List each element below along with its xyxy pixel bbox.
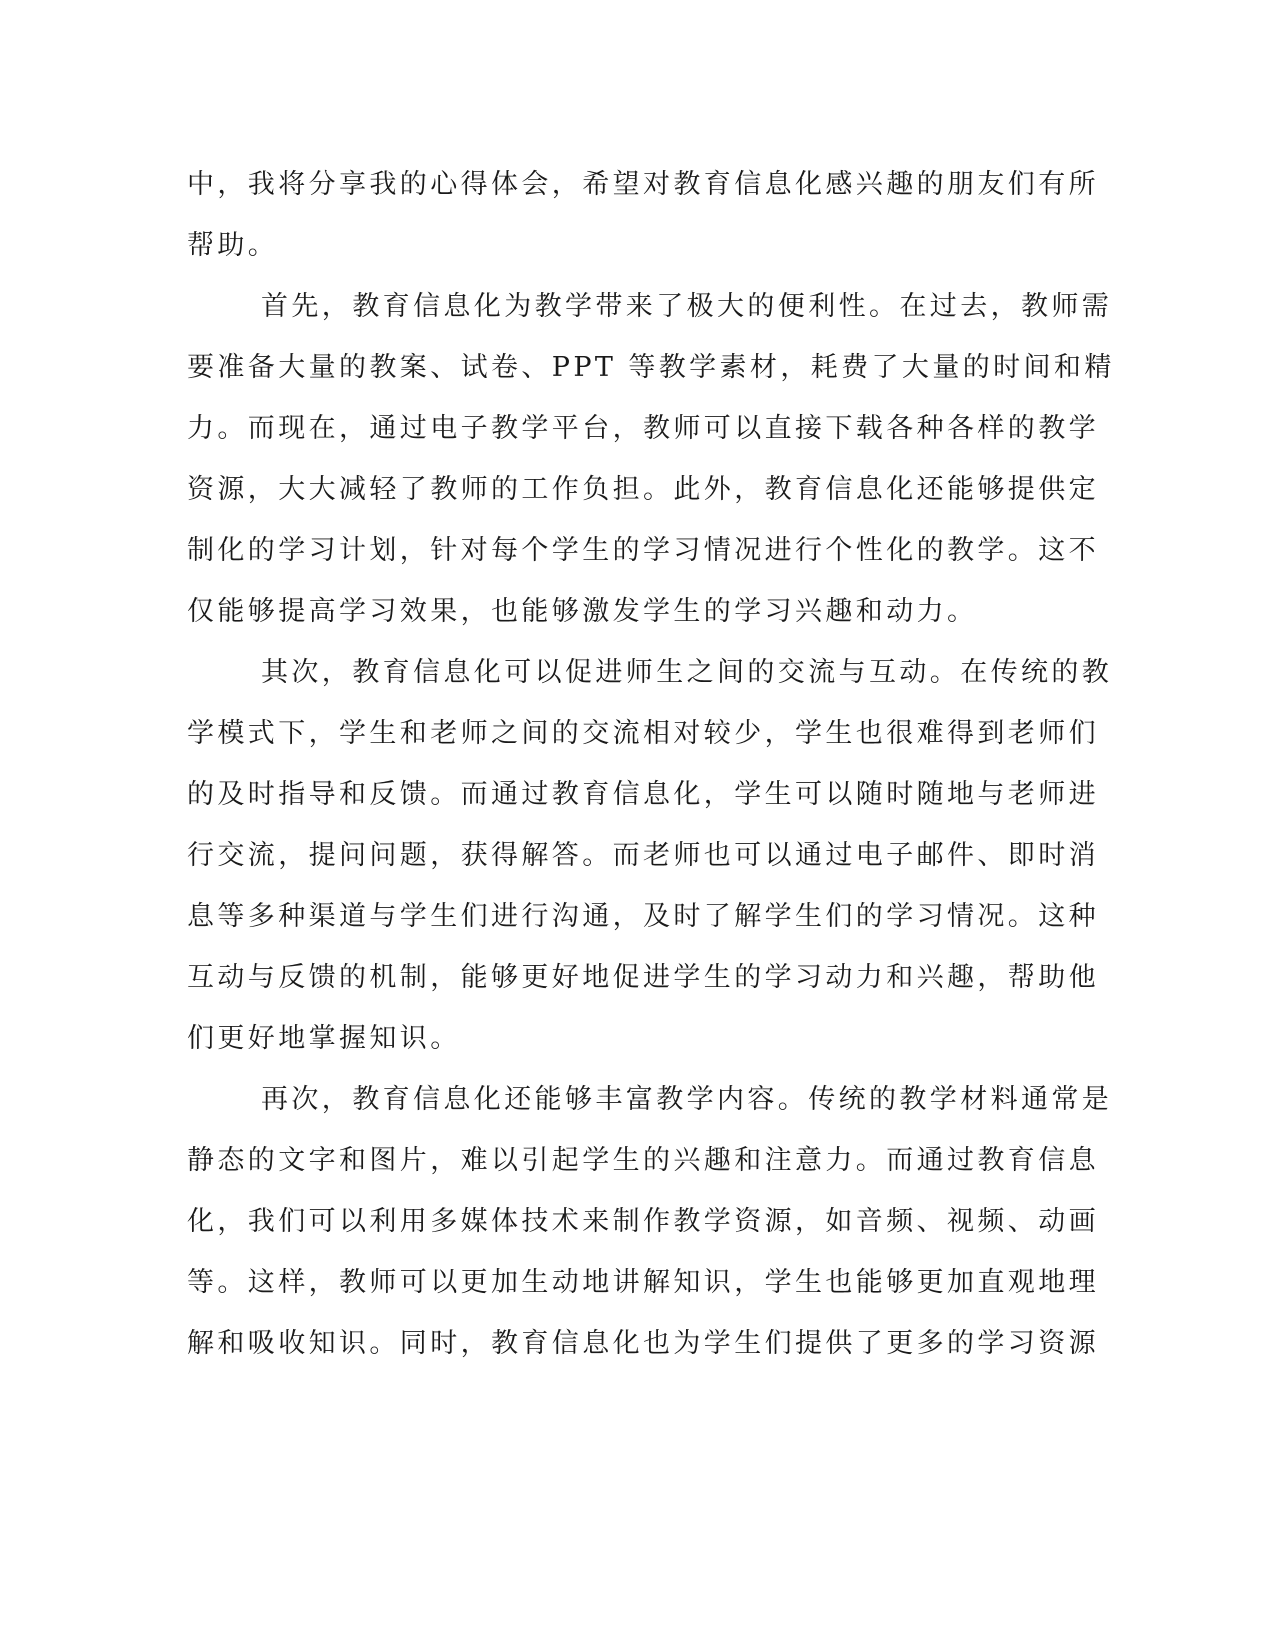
text-line: 制化的学习计划，针对每个学生的学习情况进行个性化的教学。这不 (187, 535, 1099, 566)
text-line: 化，我们可以利用多媒体技术来制作教学资源，如音频、视频、动画 (187, 1206, 1099, 1237)
text-line: 行交流，提问问题，获得解答。而老师也可以通过电子邮件、即时消 (187, 840, 1099, 871)
text-line: 静态的文字和图片，难以引起学生的兴趣和注意力。而通过教育信息 (187, 1145, 1099, 1176)
text-line: 资源，大大减轻了教师的工作负担。此外，教育信息化还能够提供定 (187, 474, 1099, 505)
text-line: 们更好地掌握知识。 (187, 1023, 461, 1054)
text-line: 等。这样，教师可以更加生动地讲解知识，学生也能够更加直观地理 (187, 1267, 1099, 1298)
paragraph-first-line: 再次，教育信息化还能够丰富教学内容。传统的教学材料通常是 (261, 1084, 1113, 1115)
paragraph-first-line: 首先，教育信息化为教学带来了极大的便利性。在过去，教师需 (261, 291, 1113, 322)
text-line: 解和吸收知识。同时，教育信息化也为学生们提供了更多的学习资源 (187, 1328, 1099, 1359)
text-line: 要准备大量的教案、试卷、PPT 等教学素材，耗费了大量的时间和精 (187, 352, 1115, 383)
text-line: 力。而现在，通过电子教学平台，教师可以直接下载各种各样的教学 (187, 413, 1099, 444)
paragraph-first-line: 其次，教育信息化可以促进师生之间的交流与互动。在传统的教 (261, 657, 1113, 688)
text-line: 的及时指导和反馈。而通过教育信息化，学生可以随时随地与老师进 (187, 779, 1099, 810)
text-line: 学模式下，学生和老师之间的交流相对较少，学生也很难得到老师们 (187, 718, 1099, 749)
text-line: 息等多种渠道与学生们进行沟通，及时了解学生们的学习情况。这种 (187, 901, 1099, 932)
text-line: 仅能够提高学习效果，也能够激发学生的学习兴趣和动力。 (187, 596, 978, 627)
text-line: 中，我将分享我的心得体会，希望对教育信息化感兴趣的朋友们有所 (187, 169, 1099, 200)
text-line: 帮助。 (187, 230, 279, 261)
body-text (187, 154, 1115, 1374)
text-line: 互动与反馈的机制，能够更好地促进学生的学习动力和兴趣，帮助他 (187, 962, 1099, 993)
